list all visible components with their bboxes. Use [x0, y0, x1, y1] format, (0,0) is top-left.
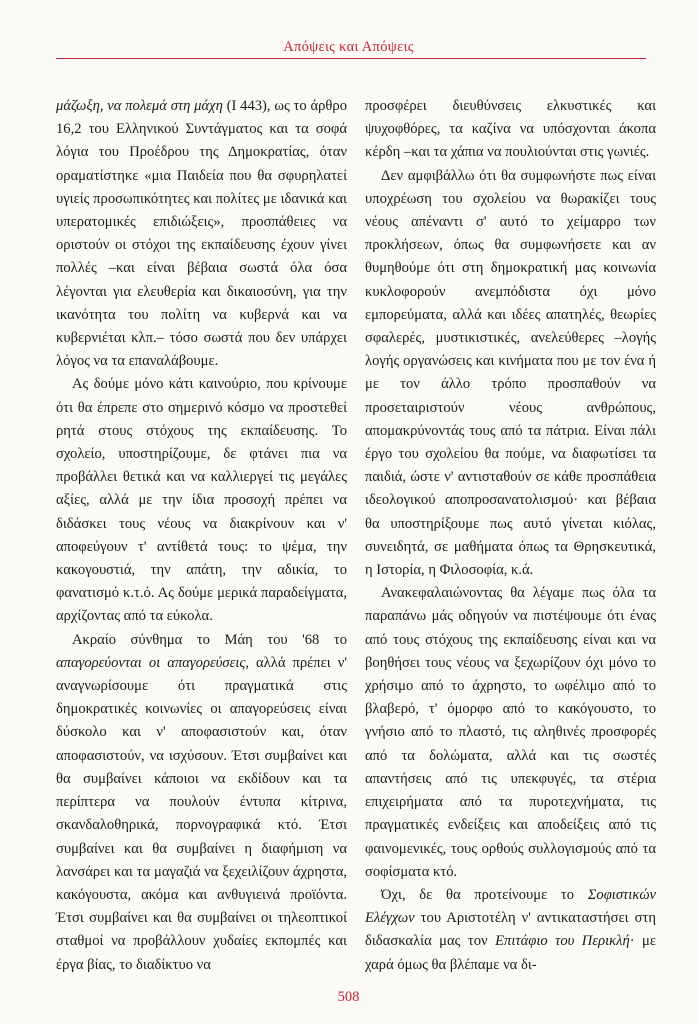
work-title-emphasis: Επιτάφιο του Περικλή: [495, 933, 630, 950]
page-number: 508: [337, 989, 360, 1005]
quote-emphasis: μάζωξη, να πολεμά στη μάχη: [56, 98, 223, 114]
right-column: [365, 95, 656, 977]
slogan-emphasis: απαγορεύονται οι απαγορεύσεις: [56, 654, 246, 671]
paragraph: Δεν αμφιβάλλω ότι θα συμφωνήστε πως είναι υποχρέωση του σχολείου να θωρακίζει τους νέους απέναντι σ' αυτό το χείμαρρο των προκλήσεων, όπως θα συμφωνήσετε και αν θυμηθούμε ότι στη δημοκρατική μας κοινωνία κυκλοφορούν ανεμπόδιστα όχι μόνο εμπορεύματα, αλλά και ιδέες απατηλές, θεωρίες σφαλερές, μυστικιστικές, ανελεύθερες –λογής λογής οργανώσεις και κινήματα που με τον ένα ή με τον άλλο τρόπο προσπαθούν να προσεταιριστούν νέους ανθρώπους, απομακρύνοντάς τους από τα πάτρια. Είναι πάλι έργο του σχολείου θα πούμε, να διαφωτίσει τα παιδιά, ώστε ν' αντισταθούν σε κάθε προσπάθεια ιδεολογικού αποπροσανατολισμού· και βέβαια θα υποστηρίξουμε πως αυτό γίνεται κιόλας, συνειδητά, σε μαθήματα όπως τα Θρησκευτικά, η Ιστορία, η Φιλοσοφία, κ.ά.: [365, 167, 656, 579]
paragraph: προσφέρει διευθύνσεις ελκυστικές και ψυχοφθόρες, τα καζίνα να υπόσχονται άκοπα κέρδη –και τα χάπια να πουλιούνται στις γωνιές.: [365, 98, 656, 161]
paragraph-text: (Ι 443), ως το άρθρο 16,2 του Ελληνικού Συντάγματος και τα σοφά λόγια του Προέδρου της Δημοκρατίας, όταν οραματίστηκε «μια Παιδεία που θα σφυρηλατεί υγιείς προσωπικότητες και πολίτες με ιδανικά και υπερατομικές επιδιώξεις», προσπάθειες να οριστούν οι στόχοι της εκπαίδευσης έχουν γίνει πολλές –και είναι βέβαια σωστά όλα όσα λέγονται για ελευθερία και δικαιοσύνη, για την ικανότητα του πολίτη να κυβερνά και να κυβερνιέται κλπ.– τόσο σωστά που δεν υπάρχει λόγος να τα επαναλάβουμε.: [56, 98, 348, 370]
paragraph-text: Ακραίο σύνθημα το Μάη του '68 το: [72, 631, 347, 648]
paragraph-text: , αλλά πρέπει ν' αναγνωρίσουμε ότι πραγματικά στις δημοκρατικές κοινωνίες οι απαγορεύσεις είναι δύσκολο και ν' αποφασιστούν και, όταν αποφασιστούν, να ισχύσουν. Έτσι συμβαίνει και θα συμβαίνει κάποιοι να εκδίδουν και τα περίπτερα να πουλούν έντυπα κίτρινα, σκανδαλοθηρικά, πορνογραφικά κτό. Έτσι συμβαίνει και θα συμβαίνει η διαφήμιση να λανσάρει και τα μαγαζιά να ξεχειλίζουν άχρηστα, κακόγουστα, ακόμα και ανθυγιεινά προϊόντα. Έτσι συμβαίνει και θα συμβαίνει οι τηλεοπτικοί σταθμοί να προβάλλουν χυδαίες εκπομπές και έργα βίας, το διαδίκτυο να: [56, 654, 347, 973]
paragraph: Ας δούμε μόνο κάτι καινούριο, που κρίνουμε ότι θα έπρεπε στο σημερινό κόσμο να προστεθεί ρητά στους στόχους της εκπαίδευσης. Το σχολείο, υποστηρίζουμε, δε φτάνει πια να προβάλλει θετικά και να καλλιεργεί τις μεγάλες αξίες, αλλά με την ίδια προσοχή πρέπει να διδάσκει τους νέους να διακρίνουν και ν' αποφεύγουν τ' αντίθετά τους: το ψέμα, την κακογουστιά, την απάτη, την αδικία, το φανατισμό κ.τ.ό. Ας δούμε μερικά παραδείγματα, αρχίζοντας από τα εύκολα.: [56, 376, 347, 625]
paragraph: [56, 95, 347, 373]
left-column: [56, 95, 347, 977]
paragraph-text: Όχι, δε θα προτείνουμε το: [381, 886, 588, 903]
paragraph: [365, 884, 656, 977]
paragraph: Ανακεφαλαιώνοντας θα λέγαμε πως όλα τα παραπάνω μάς οδηγούν να πιστέψουμε ότι ένας από τους στόχους της εκπαίδευσης είναι και να βοηθήσει τους νέους να ξεχωρίζουν όχι μόνο το χρήσιμο από το άχρηστο, το ωφέλιμο από το βλαβερό, τ' όμορφο από το κακόγουστο, το γνήσιο από το πλαστό, τις αληθινές προσφορές από τα δολώματα, αλλά και τις σωστές απαντήσεις από τις υπεκφυγές, τα στέρια επιχειρήματα από τα πυροτεχνήματα, τις πραγματικές ενδείξεις και αποδείξεις από τις φαινομενικές, τους ορθούς συλλογισμούς από τα σοφίσματα κτό.: [365, 585, 656, 880]
header-rule: [56, 58, 646, 59]
page-header: [0, 38, 697, 56]
paragraph-text: του Αριστοτέλη ν' αντικαταστήσει στη διδασκαλία μας τον: [365, 910, 656, 950]
work-title-emphasis: Σοφιστικών Ελέγχων: [365, 886, 656, 927]
running-title: Απόψεις και Απόψεις: [283, 39, 414, 55]
paragraph: [56, 629, 347, 977]
paragraph-text: · με χαρά όμως θα βλέπαμε να δι-: [365, 933, 656, 973]
